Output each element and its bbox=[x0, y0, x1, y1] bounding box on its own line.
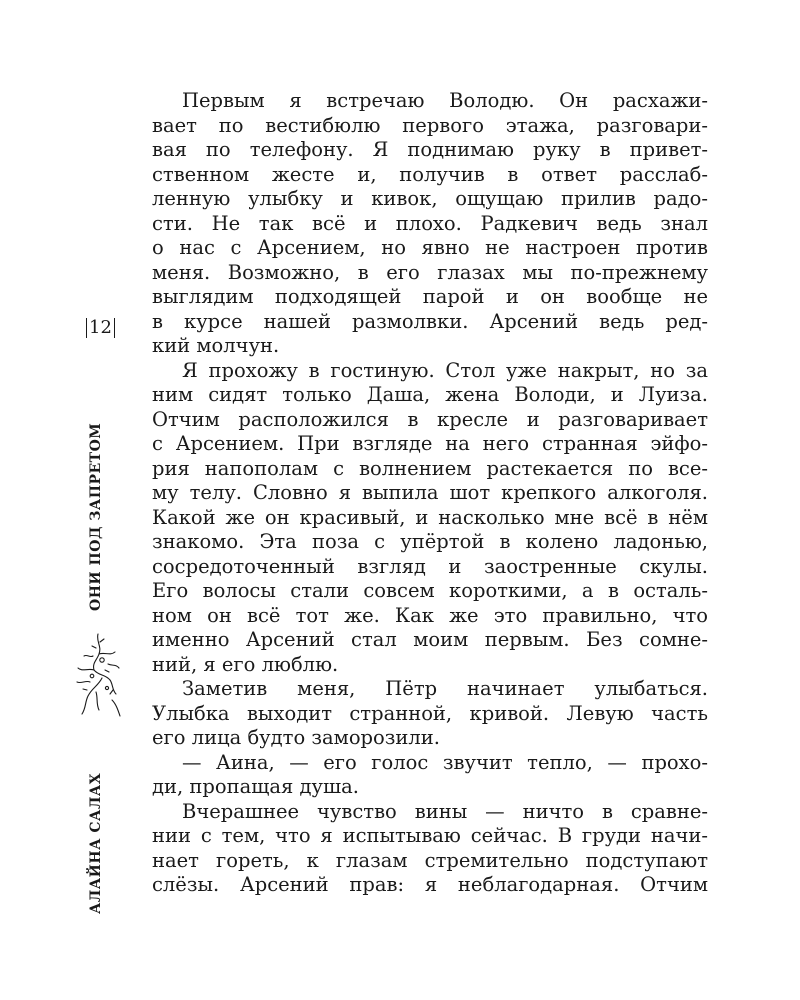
text-line: знакомо. Эта поза с упёртой в колено ладонью, bbox=[152, 530, 708, 553]
text-line: ном он всё тот же. Как же это правильно, что bbox=[152, 603, 708, 627]
text-line: Я прохожу в гостиную. Стол уже накрыт, но за bbox=[182, 358, 708, 382]
text-line: Заметив меня, Пётр начинает улыбаться. bbox=[182, 677, 708, 700]
text-line: в курсе нашей размолвки. Арсений ведь ред- bbox=[152, 309, 708, 333]
text-line: ним сидят только Даша, жена Володи, и Луиза. bbox=[152, 383, 708, 406]
text-line: ди, пропащая душа. bbox=[152, 775, 359, 798]
text-line: с Арсением. При взгляде на него странная эйфо- bbox=[152, 432, 708, 455]
text-line: меня. Возможно, в его глазах мы по-прежнему bbox=[152, 260, 708, 284]
text-line: Улыбка выходит странной, кривой. Левую часть bbox=[152, 701, 708, 725]
text-line: выглядим подходящей парой и он вообще не bbox=[152, 285, 708, 308]
text-line: му телу. Словно я выпила шот крепкого алкоголя. bbox=[152, 481, 708, 504]
page-margin bbox=[70, 300, 130, 920]
text-line: ний, я его люблю. bbox=[152, 652, 339, 676]
paragraph bbox=[152, 800, 708, 898]
text-line: Какой же он красивый, и насколько мне всё в нём bbox=[152, 505, 708, 529]
text-line: его лица будто заморозили. bbox=[152, 726, 440, 749]
page-number: 12 bbox=[86, 318, 115, 338]
text-line: кий молчун. bbox=[152, 334, 280, 357]
running-head-author: АЛАЙНА САЛАХ bbox=[88, 772, 104, 914]
text-line: слёзы. Арсений прав: я неблагодарная. Отчим bbox=[152, 873, 708, 896]
text-line: сосредоточенный взгляд и заостренные скулы. bbox=[152, 554, 708, 578]
paragraph bbox=[152, 677, 708, 751]
paragraph bbox=[152, 751, 708, 800]
text-line: именно Арсений стал моим первым. Без сомне- bbox=[152, 628, 708, 651]
text-line: Вчерашнее чувство вины — ничто в сравне- bbox=[182, 799, 708, 823]
text-line: нии с тем, что я испытываю сейчас. В груди начи- bbox=[152, 824, 708, 847]
paragraph bbox=[152, 89, 708, 359]
text-line: о нас с Арсением, но явно не настроен против bbox=[152, 236, 708, 259]
text-line: вает по вестибюлю первого этажа, разговари- bbox=[152, 113, 708, 137]
text-line: Первым я встречаю Володю. Он расхажи- bbox=[182, 89, 708, 112]
running-head-book-title: ОНИ ПОД ЗАПРЕТОМ bbox=[88, 422, 104, 612]
text-line: Отчим расположился в кресле и разговаривает bbox=[152, 407, 708, 431]
floral-sketch-icon bbox=[72, 630, 124, 720]
text-line: рия напополам с волнением растекается по все- bbox=[152, 456, 708, 480]
text-line: вая по телефону. Я поднимаю руку в привет- bbox=[152, 138, 708, 161]
body-text bbox=[152, 89, 708, 898]
text-line: ственном жесте и, получив в ответ расслаб- bbox=[152, 162, 708, 186]
text-line: нает гореть, к глазам стремительно подступают bbox=[152, 848, 708, 872]
text-line: сти. Не так всё и плохо. Радкевич ведь знал bbox=[152, 211, 708, 235]
paragraph bbox=[152, 359, 708, 678]
text-line: ленную улыбку и кивок, ощущаю прилив радо- bbox=[152, 187, 708, 210]
text-line: — Аина, — его голос звучит тепло, — прохо- bbox=[182, 750, 708, 774]
text-line: Его волосы стали совсем короткими, а в осталь- bbox=[152, 579, 708, 602]
